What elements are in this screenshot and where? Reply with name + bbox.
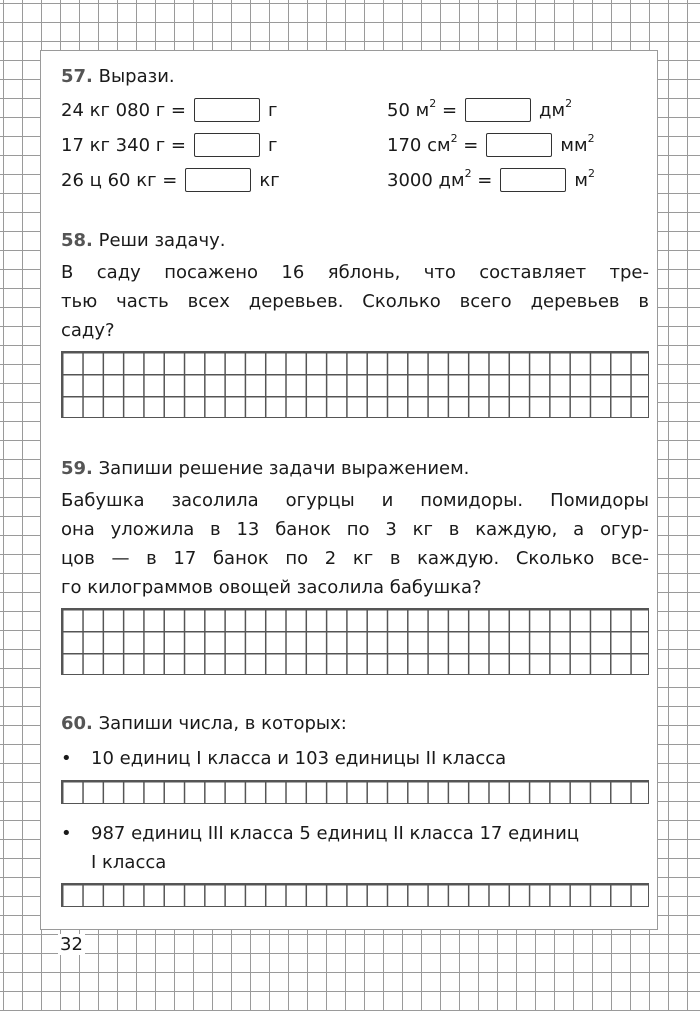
exercise-60-item-2-answer-grid[interactable] — [61, 883, 649, 907]
conversion-row-3-right — [387, 168, 595, 192]
page-number: 32 — [60, 934, 83, 955]
answer-box[interactable] — [185, 168, 251, 192]
item-text: 10 единиц I класса и 103 единицы II класса — [91, 748, 507, 769]
conversion-expression: 17 кг 340 г = — [61, 134, 187, 156]
problem-line: саду? — [61, 320, 115, 341]
problem-line: Бабушка засолила огурцы и помидоры. Помидоры — [61, 490, 649, 511]
answer-box[interactable] — [194, 133, 260, 157]
problem-line: цов — в 17 банок по 2 кг в каждую. Сколько все- — [61, 548, 649, 569]
exercise-57-heading — [61, 66, 175, 87]
exercise-57-number: 57. — [61, 66, 93, 87]
exercise-59-answer-grid[interactable] — [61, 608, 649, 675]
answer-box[interactable] — [194, 98, 260, 122]
conversion-expression: 26 ц 60 кг = — [61, 169, 178, 191]
exercise-59-problem-text — [61, 486, 649, 602]
conversion-expression: 3000 $дм^2$ — [387, 166, 472, 191]
problem-line: В саду посажено 16 яблонь, что составляет тре- — [61, 262, 649, 283]
problem-line: го килограммов овощей засолила бабушка? — [61, 577, 482, 598]
conversion-expression: 170 $см^2$ — [387, 131, 458, 156]
problem-line: тью часть всех деревьев. Сколько всего деревьев в — [61, 291, 649, 312]
exercise-58-answer-grid[interactable] — [61, 351, 649, 418]
conversion-row-3-left — [61, 168, 280, 192]
answer-box[interactable] — [486, 133, 552, 157]
exercise-60-item-1 — [61, 748, 506, 769]
exercise-58-title: Реши задачу. — [98, 230, 226, 251]
exercise-58-problem-text — [61, 258, 649, 345]
answer-box[interactable] — [500, 168, 566, 192]
equals-sign: = — [441, 99, 458, 121]
item-text: I класса — [91, 852, 167, 873]
exercise-60-item-2 — [61, 823, 579, 844]
exercise-59-number: 59. — [61, 458, 93, 479]
conversion-unit: $мм^2$ — [560, 131, 595, 156]
equals-sign: = — [463, 134, 479, 156]
bullet-icon: • — [61, 823, 72, 844]
conversion-row-1-left — [61, 98, 277, 122]
exercise-60-number: 60. — [61, 713, 93, 734]
exercise-60-title: Запиши числа, в которых: — [98, 713, 347, 734]
equals-sign: = — [477, 169, 493, 191]
exercise-59-heading — [61, 458, 469, 479]
item-text: 987 единиц III класса 5 единиц II класса 17 единиц — [91, 823, 580, 844]
bullet-icon: • — [61, 748, 72, 769]
conversion-expression: 50 $м^2$ — [387, 96, 437, 121]
conversion-unit: $м^2$ — [574, 166, 595, 191]
conversion-row-1-right — [387, 98, 572, 122]
conversion-unit: г — [268, 99, 278, 121]
conversion-expression: 24 кг 080 г = — [61, 99, 187, 121]
exercise-57-title: Вырази. — [98, 66, 175, 87]
exercise-59-title: Запиши решение задачи выражением. — [98, 458, 470, 479]
exercise-58-heading — [61, 230, 226, 251]
conversion-unit: г — [268, 134, 278, 156]
problem-line: она уложила в 13 банок по 3 кг в каждую, а огур- — [61, 519, 649, 540]
exercise-58-number: 58. — [61, 230, 93, 251]
exercise-60-item-1-answer-grid[interactable] — [61, 780, 649, 804]
conversion-unit: $дм^2$ — [539, 96, 573, 121]
conversion-row-2-right — [387, 133, 595, 157]
answer-box[interactable] — [465, 98, 531, 122]
exercise-60-heading — [61, 713, 347, 734]
exercise-60-item-2-continuation — [61, 852, 166, 873]
conversion-unit: кг — [259, 169, 280, 191]
conversion-row-2-left — [61, 133, 277, 157]
